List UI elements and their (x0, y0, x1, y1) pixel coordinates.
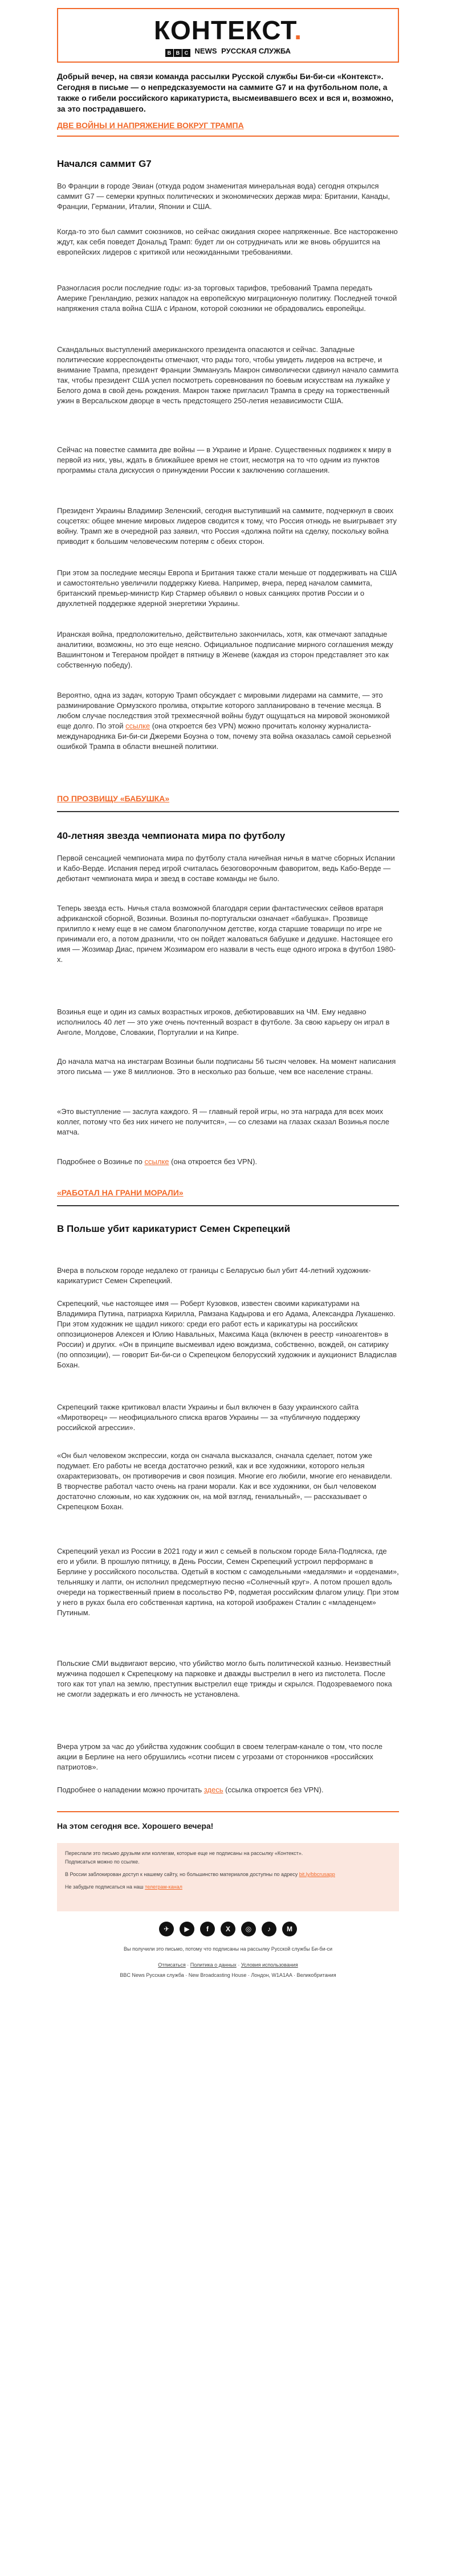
section1-kicker-link[interactable]: ДВЕ ВОЙНЫ И НАПРЯЖЕНИЕ ВОКРУГ ТРАМПА (57, 121, 244, 130)
inline-article-link[interactable]: ссылке (125, 722, 150, 730)
section3-paragraph: Скрепецкий уехал из России в 2021 году и жил с семьей в польском городе Бяла-Подляска, где его и убили. В прошлую пятницу, в День России, Семен Скрепецкий устроил перформанс в Берлине у российского посольства. Одетый в костюм с самодельными «медалями» и «орденами», тельняшку и лапти, он исполнил предсмертную песню «Солнечный круг». А потом прошел вдоль очереди на торжественный прием в посольство РФ, подметая российским флагом улицу. При этом у него в руках была его собственная картина, на которой изображен Сталин с «младенцем» Путиным. (57, 1547, 399, 1617)
inline-article-link[interactable]: ссылке (144, 1157, 169, 1166)
facebook-icon[interactable]: f (200, 1922, 215, 1936)
section3-paragraph: Вчера утром за час до убийства художник сообщил в своем телеграм-канале о том, что после акции в Берлине на него обрушились «сотни писем с угрозами от сторонников «российских патриотов». (57, 1742, 382, 1771)
section1-paragraph-with-link: Вероятно, одна из задач, которую Трамп обсуждает с мировыми лидерами на саммите, — это разминирование Ормузского пролива, открытие которого запланировано в течение месяца. В любом случае последствия этой трехмесячной войны будут ощущаться на мировой экономикой еще долго. По этой ссылке (она откроется без VPN) можно прочитать колонку журналиста-международника Би-би-си Джереми Боуэна о том, почему эта война оказалась самой серьезной ошибкой Трампа в области внешней политики. (57, 691, 392, 751)
section2-paragraph-with-link: Подробнее о Возинье по ссылке (она откроется без VPN). (57, 1157, 258, 1166)
youtube-icon[interactable]: ▶ (180, 1922, 194, 1936)
section1-paragraph: Иранская война, предположительно, действительно закончилась, хотя, как отмечают западные аналитики, возможны, но это еще неясно. Официальное подписание мирного соглашения между Вашингтоном и Тегераном пройдет в пятницу в Женеве (каждая из сторон представляет это как собственную победу). (57, 630, 393, 669)
forward-note: Переслали это письмо друзьям или коллегам, которые еще не подписаны на рассылку «Контекст». (65, 1850, 303, 1856)
logo-wordmark (58, 15, 398, 46)
section3-paragraph-with-link: Подробнее о нападении можно прочитать здесь (ссылка откроется без VPN). (57, 1785, 324, 1794)
social-icons-row (57, 1922, 399, 1936)
telegram-icon[interactable]: ✈ (159, 1922, 174, 1936)
tiktok-icon[interactable]: ♪ (262, 1922, 276, 1936)
max-icon[interactable]: M (282, 1922, 297, 1936)
instagram-icon[interactable]: ◎ (241, 1922, 256, 1936)
logo-text: КОНТЕКСТ (153, 15, 295, 45)
bbc-brand-line (58, 47, 398, 57)
section-divider (57, 811, 399, 812)
vpn-note: В России заблокирован доступ к нашему сайту, но большинство материалов доступны по адресу bit.ly/bbcrusapp (65, 1871, 335, 1877)
bbc-logo-b2: B (174, 49, 182, 57)
x-icon[interactable]: X (221, 1922, 235, 1936)
vpn-link[interactable]: bit.ly/bbcrusapp (299, 1871, 335, 1877)
telegram-channel-link[interactable]: телеграм-канал (145, 1884, 182, 1890)
app-note: Не забудьте подписаться на наш телеграм-канал (65, 1884, 182, 1890)
terms-link[interactable]: Условия использования (241, 1962, 298, 1968)
section2-paragraph: Теперь звезда есть. Ничья стала возможной благодаря серии фантастических сейвов вратаря африканской сборной, Возиньи. Возинья по-португальски означает «бабушка». Прозвище прилипло к нему еще в не самом благополучном детстве, когда старшие товарищи по игре не принимали его, а потом дразнили, что он пойдет жаловаться бабушке и дедушке. Настоящее его имя — Жозимар Диас, причем Жозимаром его назвали в честь еще одного игрока в футбол 1980-х. (57, 904, 396, 964)
section1-divider (57, 136, 399, 137)
logo-dot: . (294, 15, 303, 45)
section1-paragraph: Во Франции в городе Эвиан (откуда родом знаменитая минеральная вода) сегодня открылся саммит G7 — семерки крупных политических и экономических держав мира: Британии, Канады, Франции, Германии, Италии, Японии и США. (57, 182, 390, 211)
section1-paragraph: Разногласия росли последние годы: из-за торговых тарифов, требований Трампа передать Америке Гренландию, резких нападок на европейскую миграционную политику. Последней точкой напряжения стала война США с Ираном, которой союзники не обрадовались европейцы. (57, 284, 397, 313)
news-label: NEWS (194, 47, 217, 55)
section1-paragraph: При этом за последние месяцы Европа и Британия также стали меньше от поддерживать на США и самостоятельно увеличили поддержку Киева. Например, вчера, перед началом саммита, британский премьер-министр Кир Стармер объявил о новых санкциях против России и о двухлетней поддержке ядерной энергетики Украины. (57, 568, 397, 608)
closing-text: На этом сегодня все. Хорошего вечера! (57, 1821, 214, 1830)
section2-paragraph: Первой сенсацией чемпионата мира по футболу стала ничейная ничья в матче сборных Испании и Кабо-Верде. Испания перед игрой считалась безоговорочным фаворитом, ведь Кабо-Верде — дебютант чемпионата мира и звезд в составе команды не было. (57, 854, 395, 883)
footer-address: BBC News Русская служба · New Broadcasting House · Лондон, W1A1AA · Великобритания (120, 1972, 336, 1978)
section3-paragraph: Скрепецкий также критиковал власти Украины и был включен в базу украинского сайта «Миротворец» — неофициального списка врагов Украины — за «публичную поддержку российской агрессии». (57, 1403, 360, 1432)
section1-title: Начался саммит G7 (57, 158, 152, 169)
section2-paragraph: До начала матча на инстаграм Возиньи были подписаны 56 тысяч человек. На момент написания этого письма — уже 8 миллионов. Это в несколько раз больше, чем все население страны. (57, 1057, 396, 1076)
service-label: РУССКАЯ СЛУЖБА (221, 47, 291, 55)
bbc-logo-c: C (182, 49, 190, 57)
section2-kicker-link[interactable]: ПО ПРОЗВИЩУ «БАБУШКА» (57, 794, 170, 803)
section1-paragraph: Президент Украины Владимир Зеленский, сегодня выступивший на саммите, подчеркнул в своих соцсетях: общее мнение мировых лидеров сводится к тому, что Россия отнюдь не выигрывает эту войну. Трамп же в очередной раз заявил, что Россия «должна пойти на сделку, поскольку война приводит к большим человеческим потерям с обеих сторон. (57, 506, 397, 546)
section3-title: В Польше убит карикатурист Семен Скрепецкий (57, 1223, 291, 1234)
section3-paragraph: Вчера в польском городе недалеко от границы с Беларусью был убит 44-летний художник-карикатурист Семен Скрепецкий. (57, 1266, 371, 1285)
inline-article-link[interactable]: здесь (203, 1785, 223, 1794)
closing-divider (57, 1811, 399, 1812)
received-note: Вы получили это письмо, потому что подписаны на рассылку Русской службы Би-би-си (123, 1946, 333, 1952)
section3-kicker-link[interactable]: «РАБОТАЛ НА ГРАНИ МОРАЛИ» (57, 1188, 184, 1197)
section1-paragraph: Скандальных выступлений американского президента опасаются и сейчас. Западные политические корреспонденты отмечают, что рады того, чтобы увидеть лидеров на встрече, и внимание Трампа, президент Франции Эммануэль Макрон символически сдвинул начало саммита так, чтобы президент США успел посмотреть соревнования по боевым искусствам на лужайке у Белого дома в свой день рождения. Макрон также пригласил Трампа в среду на торжественный ужин в Версальском дворце в честь предстоящего 250-летия независимости США. (57, 345, 399, 405)
section3-paragraph: «Он был человеком экспрессии, когда он сначала высказался, сначала сделает, потом уже подумает. Его работы не всегда достаточно резкий, как и все художники, которого нельзя охарактеризовать, он противоречив и своя позиция. Многие его любили, многие его ненавидели. В творчестве работал часто очень на грани морали. Как и все художники, он был человеком достаточно сложным, но как художник он, на мой взгляд, гениальный», — рассказывает о Скрепецком Бохан. (57, 1451, 392, 1511)
subscribe-note: Подписаться можно по ссылке. (65, 1859, 140, 1865)
intro-text: Добрый вечер, на связи команда рассылки Русской службы Би-би-си «Контекст». Сегодня в письме — о непредсказуемости на саммите G7 и на футбольном поле, а также о гибели российского карикатуриста, высмеивавшего всех и вся и, возможно, за это пострадавшего. (57, 72, 394, 113)
section2-paragraph: Возинья еще и один из самых возрастных игроков, дебютировавших на ЧМ. Ему недавно исполнилось 40 лет — это уже очень почтенный возраст в футболе. За свою карьеру он играл в Анголе, Молдове, Словакии, Португалии и на Кипре. (57, 1008, 390, 1037)
section2-paragraph: «Это выступление — заслуга каждого. Я — главный герой игры, но эта награда для всех моих коллег, потому что без них ничего не получится», — со слезами на глазах сказал Возинья после матча. (57, 1107, 389, 1136)
footer-links: Отписаться · Политика о данных · Условия использования (158, 1962, 298, 1968)
section-divider (57, 1205, 399, 1206)
section2-title: 40-летняя звезда чемпионата мира по футболу (57, 830, 286, 841)
section3-paragraph: Польские СМИ выдвигают версию, что убийство могло быть политической казнью. Неизвестный мужчина подошел к Скрепецкому на парковке и дважды выстрелил в него из пистолета. После того как тот упал на землю, преступник выстрелил еще трижды и скрылся. Подозреваемого пока не смогли задержать и его личность не установлена. (57, 1659, 392, 1698)
unsubscribe-link[interactable]: Отписаться (158, 1962, 186, 1968)
privacy-link[interactable]: Политика о данных (190, 1962, 237, 1968)
bbc-logo-b1: B (165, 49, 173, 57)
section3-paragraph: Скрепецкий, чье настоящее имя — Роберт Кузовков, известен своими карикатурами на Владимира Путина, патриарха Кирилла, Рамзана Кадырова и его Адама, Александра Лукашенко. При этом художник не щадил никого: среди его работ есть и карикатуры на российских оппозиционеров Алексея и Юлию Навальных, Максима Каца (включен в реестр «иноагентов» в России) и других. «Он в принципе высмеивал идею вождизма, собственно, вождей, он сатирику (по оппозиции), — говорит Би-би-си о Скрепецком белорусский художник и аукционист Владислав Бохан. (57, 1299, 397, 1369)
footer-info-box (57, 1843, 399, 1911)
section1-paragraph: Когда-то это был саммит союзников, но сейчас ожидания скорее напряженные. Все настороженно ждут, как себя поведет Дональд Трамп: будет ли он сотрудничать или же вновь обрушится на европейских лидеров с критикой или неожиданными требованиями. (57, 227, 398, 256)
masthead (57, 8, 399, 63)
section1-paragraph: Сейчас на повестке саммита две войны — в Украине и Иране. Существенных подвижек к миру в первой из них, увы, ждать в ближайшее время не стоит, несмотря на то что одним из пунктов программы стала дискуссия о принуждении России к заключению соглашения. (57, 445, 392, 474)
